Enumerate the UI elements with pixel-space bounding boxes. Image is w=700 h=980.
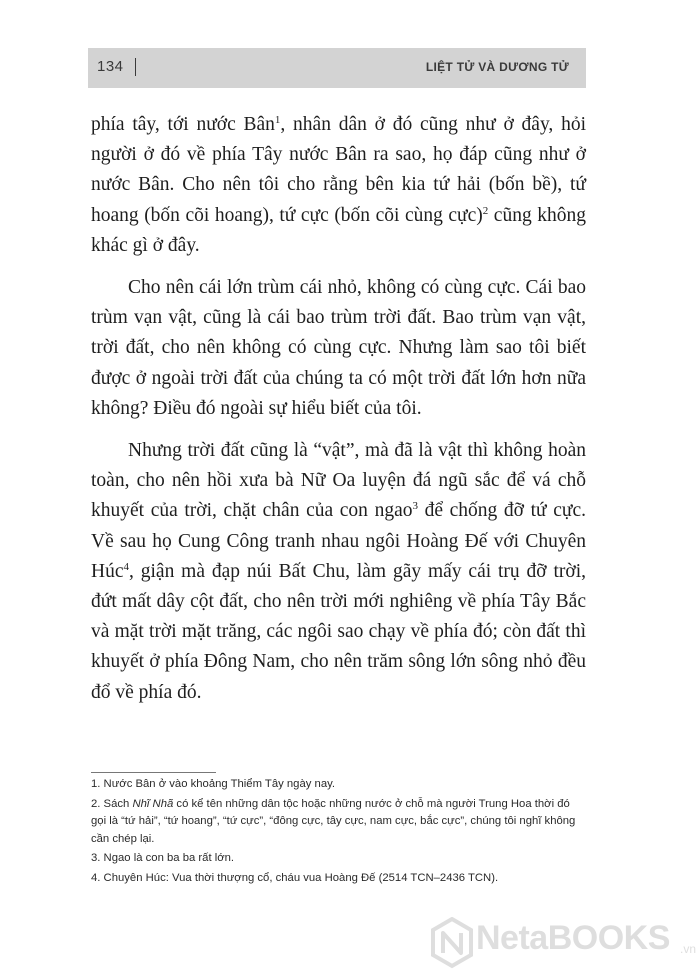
watermark-logo-icon [430, 917, 474, 969]
text-run: để chống đỡ tứ cực. Về sau họ Cung Công tranh nhau ngôi Hoàng Đế với Chuyên Húc [91, 500, 586, 582]
text-run: 2. Sách [91, 797, 133, 810]
paragraph-3 [91, 436, 586, 708]
footnotes [91, 776, 586, 890]
text-run: phía tây, tới nước Bân [91, 114, 275, 135]
footnote-ref-4[interactable]: 4 [123, 560, 129, 573]
watermark-text: NetaBOOKS [476, 919, 670, 957]
watermark [430, 915, 700, 975]
text-run: Nhưng trời đất cũng là “vật”, mà đã là vật thì không hoàn toàn, cho nên hồi xưa bà Nữ Oa luyện đá ngũ sắc để vá chỗ khuyết của trời, chặt chân của con ngao [91, 440, 586, 522]
paragraph-1 [91, 110, 586, 261]
watermark-suffix: .vn [680, 942, 697, 956]
footnote-ref-1[interactable]: 1 [274, 114, 281, 126]
text-run: , giận mà đạp núi Bất Chu, làm gãy mấy cái trụ đỡ trời, đứt mất dây cột đất, cho nên trời mới nghiêng về phía Tây Bắc và mặt trời mặt trăng, các ngôi sao chạy về phía đó; còn đất thì khuyết ở phía Đông Nam, cho nên trăm sông lớn sông nhỏ đều đổ về phía đó. [91, 560, 586, 703]
text-run: có kể tên những dân tộc hoặc những nước ở chỗ mà người Trung Hoa thời đó gọi là “tứ hải”, “tứ hoang”, “tứ cực”, “đông cực, tây cực, nam cực, bắc cực”, chúng tôi nghĩ không cần chép lại. [91, 797, 576, 845]
running-header [88, 48, 586, 88]
text-run: , nhân dân ở đó cũng như ở đây, hỏi người ở đó về phía Tây nước Bân ra sao, họ đáp cũng như ở nước Bân. Cho nên tôi cho rằng bên kia tứ hải (bốn bề), tứ hoang (bốn cõi hoang), tứ cực (bốn cõi cùng cực) [91, 114, 586, 226]
text-run: cũng không khác gì ở đây. [91, 204, 586, 256]
footnote-1: 1. Nước Bân ở vào khoảng Thiểm Tây ngày nay. [91, 778, 336, 790]
footnote-separator [91, 772, 216, 773]
header-divider [135, 58, 136, 76]
footnote-2 [91, 796, 586, 849]
footnote-4: 4. Chuyên Húc: Vua thời thượng cổ, cháu vua Hoàng Đế (2514 TCN–2436 TCN). [91, 871, 499, 884]
book-title: Nhĩ Nhã [132, 797, 174, 810]
footnote-ref-2[interactable]: 2 [482, 204, 489, 217]
page-number: 134 [97, 58, 124, 75]
paragraph-2: Cho nên cái lớn trùm cái nhỏ, không có cùng cực. Cái bao trùm vạn vật, cũng là cái bao trùm trời đất. Bao trùm vạn vật, trời đất, cho nên không có cùng cực. Nhưng làm sao tôi biết được ở ngoài trời đất của chúng ta có một trời đất lớn hơn nữa không? Điều đó ngoài sự hiểu biết của tôi. [91, 277, 586, 419]
footnote-3: 3. Ngao là con ba ba rất lớn. [91, 852, 235, 865]
footnote-ref-3[interactable]: 3 [412, 500, 418, 513]
body-text [91, 110, 586, 720]
running-title: LIỆT TỬ VÀ DƯƠNG TỬ [425, 60, 569, 74]
